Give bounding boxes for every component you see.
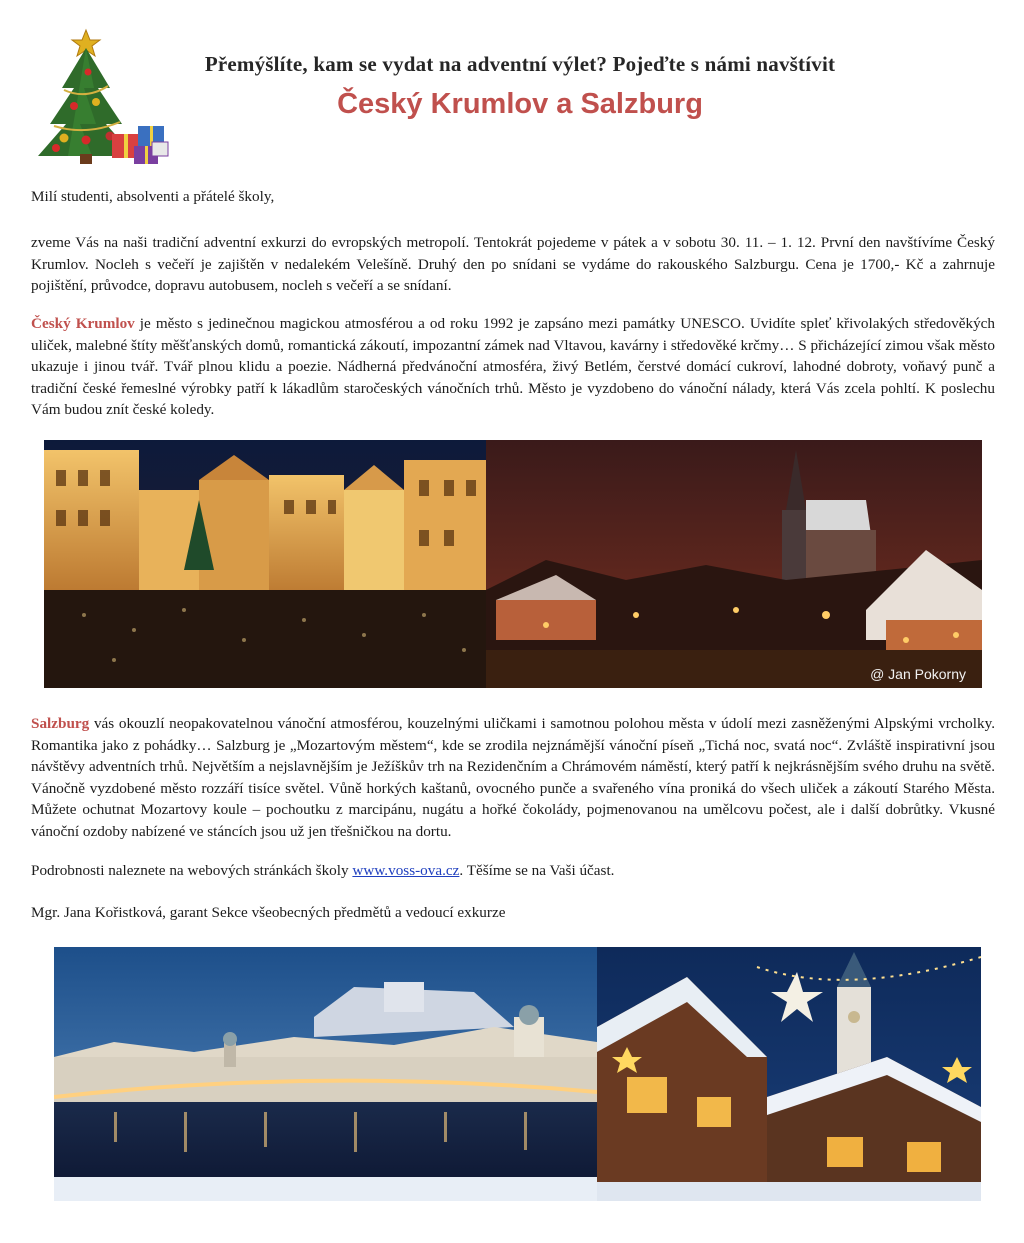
salzburg-village-photo <box>597 947 981 1201</box>
school-website-link[interactable]: www.voss-ova.cz <box>352 862 460 879</box>
greeting: Milí studenti, absolventi a přátelé školy, <box>31 188 275 205</box>
krumlov-rooftops-photo <box>486 440 982 688</box>
salzburg-panorama-photo <box>54 947 597 1201</box>
krumlov-paragraph <box>31 313 995 421</box>
details-closing: . Těšíme se na Vaši účast. <box>459 862 615 879</box>
details-line <box>31 860 995 882</box>
krumlov-text: je město s jedinečnou magickou atmosférou a od roku 1992 je zapsáno mezi památky UNESCO. Uvidíte spleť křivolakých středověkých uliček, malebné štíty měšťanských domů, romantická zákoutí, impozantní zámek nad Vltavou, kavárny i středověké krčmy… S přicházející zimou však město ukazuje i jinou tvář. Tvář plnou klidu a poezie. Nádherná předvánoční atmosféra, živý Betlém, čerstvé domácí cukroví, lahodné dobroty, voňavý punč a tradiční české řemeslné výrobky patří k lákadlům staročeských vánočních trhů. Město je vyzdobeno do vánoční nálady, která Vás zcela pohltí. K poslechu Vám budou znít české koledy. <box>31 315 995 418</box>
salzburg-paragraph <box>31 713 995 842</box>
salzburg-text: vás okouzlí neopakovatelnou vánoční atmosférou, kouzelnými uličkami i samotnou polohou města v údolí mezi zasněženými Alpskými vrcholky. Romantika jako z pohádky… Salzburg je „Mozartovým městem“, kde se zrodila nejznámější vánoční píseň „Tichá noc, svatá noc“. Zvláště inspirativní jsou návštěvy adventních trhů. Největším a nejslavnějším je Ježíškův trh na Rezidenčním a Chrámovém náměstí, který patří k nejkrásnějším svého druhu na světě. Vánočně vyzdobené město rozzáří tisíce světel. Vůně horkých kaštanů, ovocného punče a svařeného vína proniká do všech uliček a zákoutí Starého Města. Můžete ochutnat Mozartovy koule – pochoutku z marcipánu, nugátu a hořké čokolády, pojmenovanou na umělcovu počest, ale i další dobrůtky. Vkusné vánoční ozdoby nabízené ve stáncích jsou už jen třešničkou na dortu. <box>31 715 995 840</box>
headline: Přemýšlíte, kam se vydat na adventní výlet? Pojeďte s námi navštívit <box>204 52 836 76</box>
page-title: Český Krumlov a Salzburg <box>337 88 703 120</box>
krumlov-heading: Český Krumlov <box>31 315 135 332</box>
details-text: Podrobnosti naleznete na webových stránkách školy <box>31 862 353 879</box>
signature: Mgr. Jana Kořistková, garant Sekce všeobecných předmětů a vedoucí exkurze <box>31 904 506 921</box>
salzburg-heading: Salzburg <box>31 715 90 732</box>
krumlov-square-photo <box>44 440 486 688</box>
intro-paragraph: zveme Vás na naši tradiční adventní exkurzi do evropských metropolí. Tentokrát pojedeme v pátek a v sobotu 30. 11. – 1. 12. První den navštívíme Český Krumlov. Nocleh s večeří je zajištěn v nedalekém Velešíně. Druhý den po snídani se vydáme do rakouského Salzburgu. Cena je 1700,- Kč a zahrnuje pojištění, průvodce, dopravu autobusem, nocleh s večeří a se snídaní. <box>31 234 995 294</box>
photo-credit: @ Jan Pokorny <box>870 666 966 682</box>
